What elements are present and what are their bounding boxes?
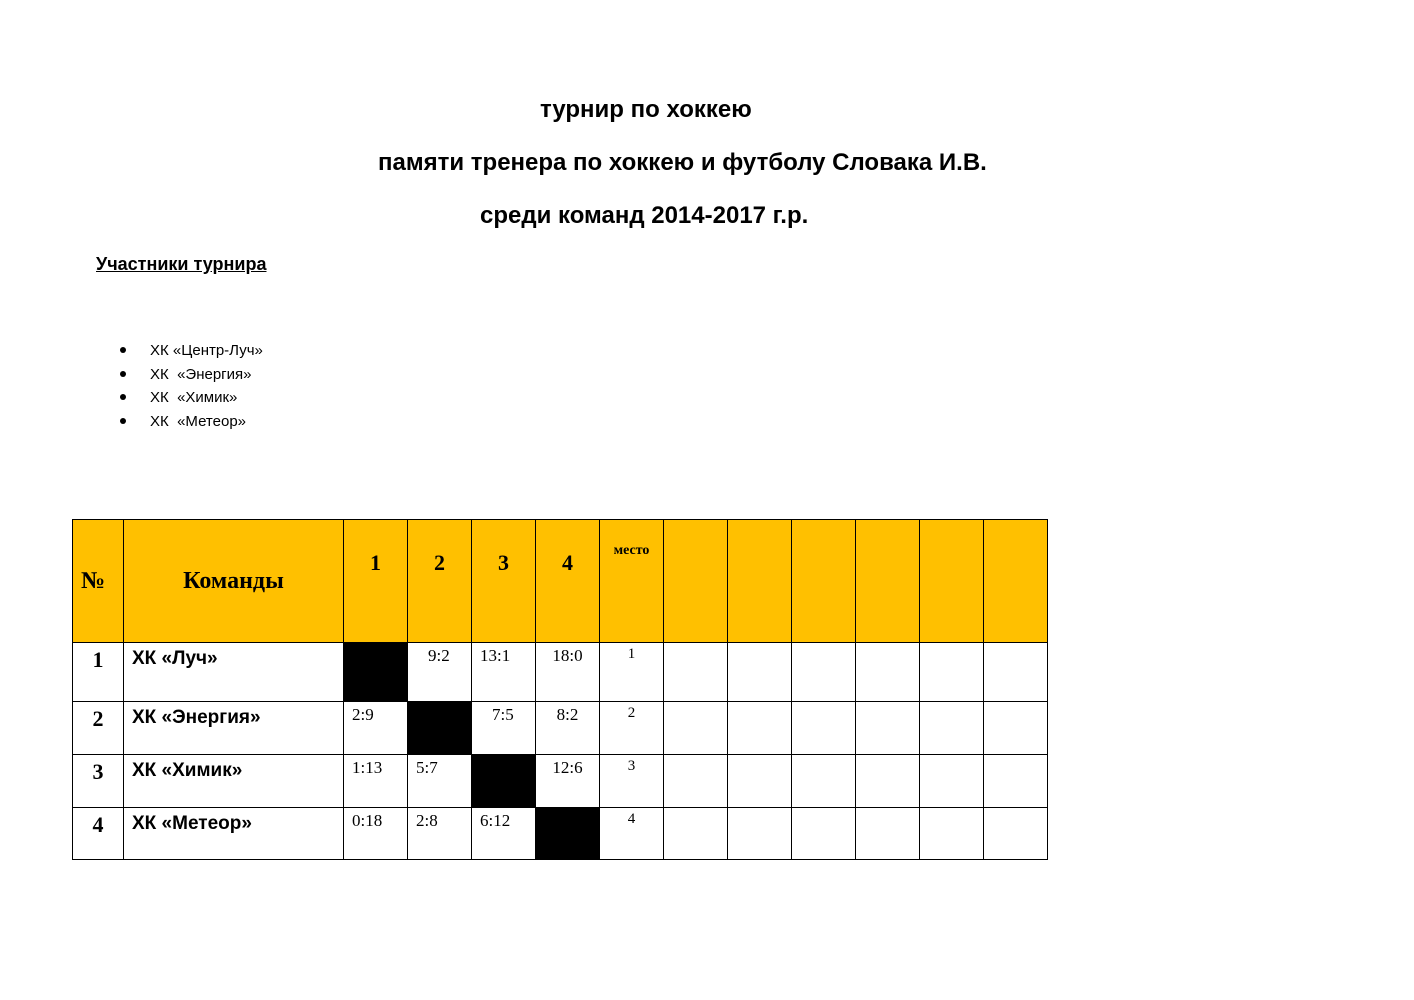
score-cell: 9:2 (408, 643, 472, 702)
empty-cell (920, 755, 984, 808)
place-cell: 2 (600, 702, 664, 755)
bullet-icon (120, 371, 126, 377)
empty-cell (856, 643, 920, 702)
participant-name: ХК «Химик» (150, 389, 238, 406)
participant-name: ХК «Центр-Луч» (150, 342, 263, 359)
diagonal-blank-cell (472, 755, 536, 808)
place-cell: 4 (600, 808, 664, 860)
score-cell: 2:9 (344, 702, 408, 755)
row-number: 2 (73, 702, 124, 755)
header-col-1: 1 (344, 520, 408, 643)
score-cell: 13:1 (472, 643, 536, 702)
team-name: ХК «Химик» (124, 755, 344, 808)
header-empty (792, 520, 856, 643)
empty-cell (664, 702, 728, 755)
header-empty (920, 520, 984, 643)
table-header-row (73, 520, 1048, 643)
participants-heading: Участники турнира (96, 254, 267, 274)
empty-cell (792, 808, 856, 860)
empty-cell (792, 702, 856, 755)
diagonal-blank-cell (536, 808, 600, 860)
empty-cell (984, 755, 1048, 808)
list-item (118, 413, 263, 437)
diagonal-blank-cell (344, 643, 408, 702)
empty-cell (792, 755, 856, 808)
title-line-1: турнир по хоккею (540, 96, 752, 123)
empty-cell (664, 755, 728, 808)
header-col-4: 4 (536, 520, 600, 643)
title-line-3: среди команд 2014-2017 г.р. (480, 202, 809, 229)
score-cell: 1:13 (344, 755, 408, 808)
header-teams: Команды (124, 520, 344, 643)
score-cell: 7:5 (472, 702, 536, 755)
list-item (118, 366, 263, 390)
score-cell: 2:8 (408, 808, 472, 860)
score-cell: 0:18 (344, 808, 408, 860)
title-line-2: памяти тренера по хоккею и футболу Словака И.В. (378, 149, 987, 176)
empty-cell (792, 643, 856, 702)
header-empty (984, 520, 1048, 643)
header-col-3: 3 (472, 520, 536, 643)
team-name: ХК «Энергия» (124, 702, 344, 755)
row-number: 1 (73, 643, 124, 702)
empty-cell (984, 643, 1048, 702)
table-row (73, 808, 1048, 860)
empty-cell (664, 643, 728, 702)
header-place: место (600, 520, 664, 643)
header-empty (728, 520, 792, 643)
table-row (73, 643, 1048, 702)
empty-cell (920, 808, 984, 860)
table-row (73, 702, 1048, 755)
place-cell: 1 (600, 643, 664, 702)
empty-cell (664, 808, 728, 860)
score-cell: 6:12 (472, 808, 536, 860)
standings-table (72, 519, 1048, 860)
empty-cell (920, 702, 984, 755)
participant-name: ХК «Метеор» (150, 412, 246, 430)
team-name: ХК «Луч» (124, 643, 344, 702)
empty-cell (728, 702, 792, 755)
participants-list (118, 342, 263, 436)
empty-cell (856, 755, 920, 808)
place-cell: 3 (600, 755, 664, 808)
bullet-icon (120, 347, 126, 353)
participant-name: ХК «Энергия» (150, 365, 252, 383)
score-cell: 5:7 (408, 755, 472, 808)
team-name: ХК «Метеор» (124, 808, 344, 860)
empty-cell (920, 643, 984, 702)
header-empty (856, 520, 920, 643)
bullet-icon (120, 418, 126, 424)
header-num: № (73, 520, 124, 643)
diagonal-blank-cell (408, 702, 472, 755)
header-col-2: 2 (408, 520, 472, 643)
list-item (118, 342, 263, 366)
empty-cell (728, 643, 792, 702)
bullet-icon (120, 394, 126, 400)
table-row (73, 755, 1048, 808)
empty-cell (984, 702, 1048, 755)
list-item (118, 389, 263, 413)
row-number: 4 (73, 808, 124, 860)
empty-cell (728, 808, 792, 860)
empty-cell (856, 808, 920, 860)
header-empty (664, 520, 728, 643)
empty-cell (984, 808, 1048, 860)
empty-cell (728, 755, 792, 808)
score-cell: 8:2 (536, 702, 600, 755)
row-number: 3 (73, 755, 124, 808)
score-cell: 18:0 (536, 643, 600, 702)
empty-cell (856, 702, 920, 755)
score-cell: 12:6 (536, 755, 600, 808)
